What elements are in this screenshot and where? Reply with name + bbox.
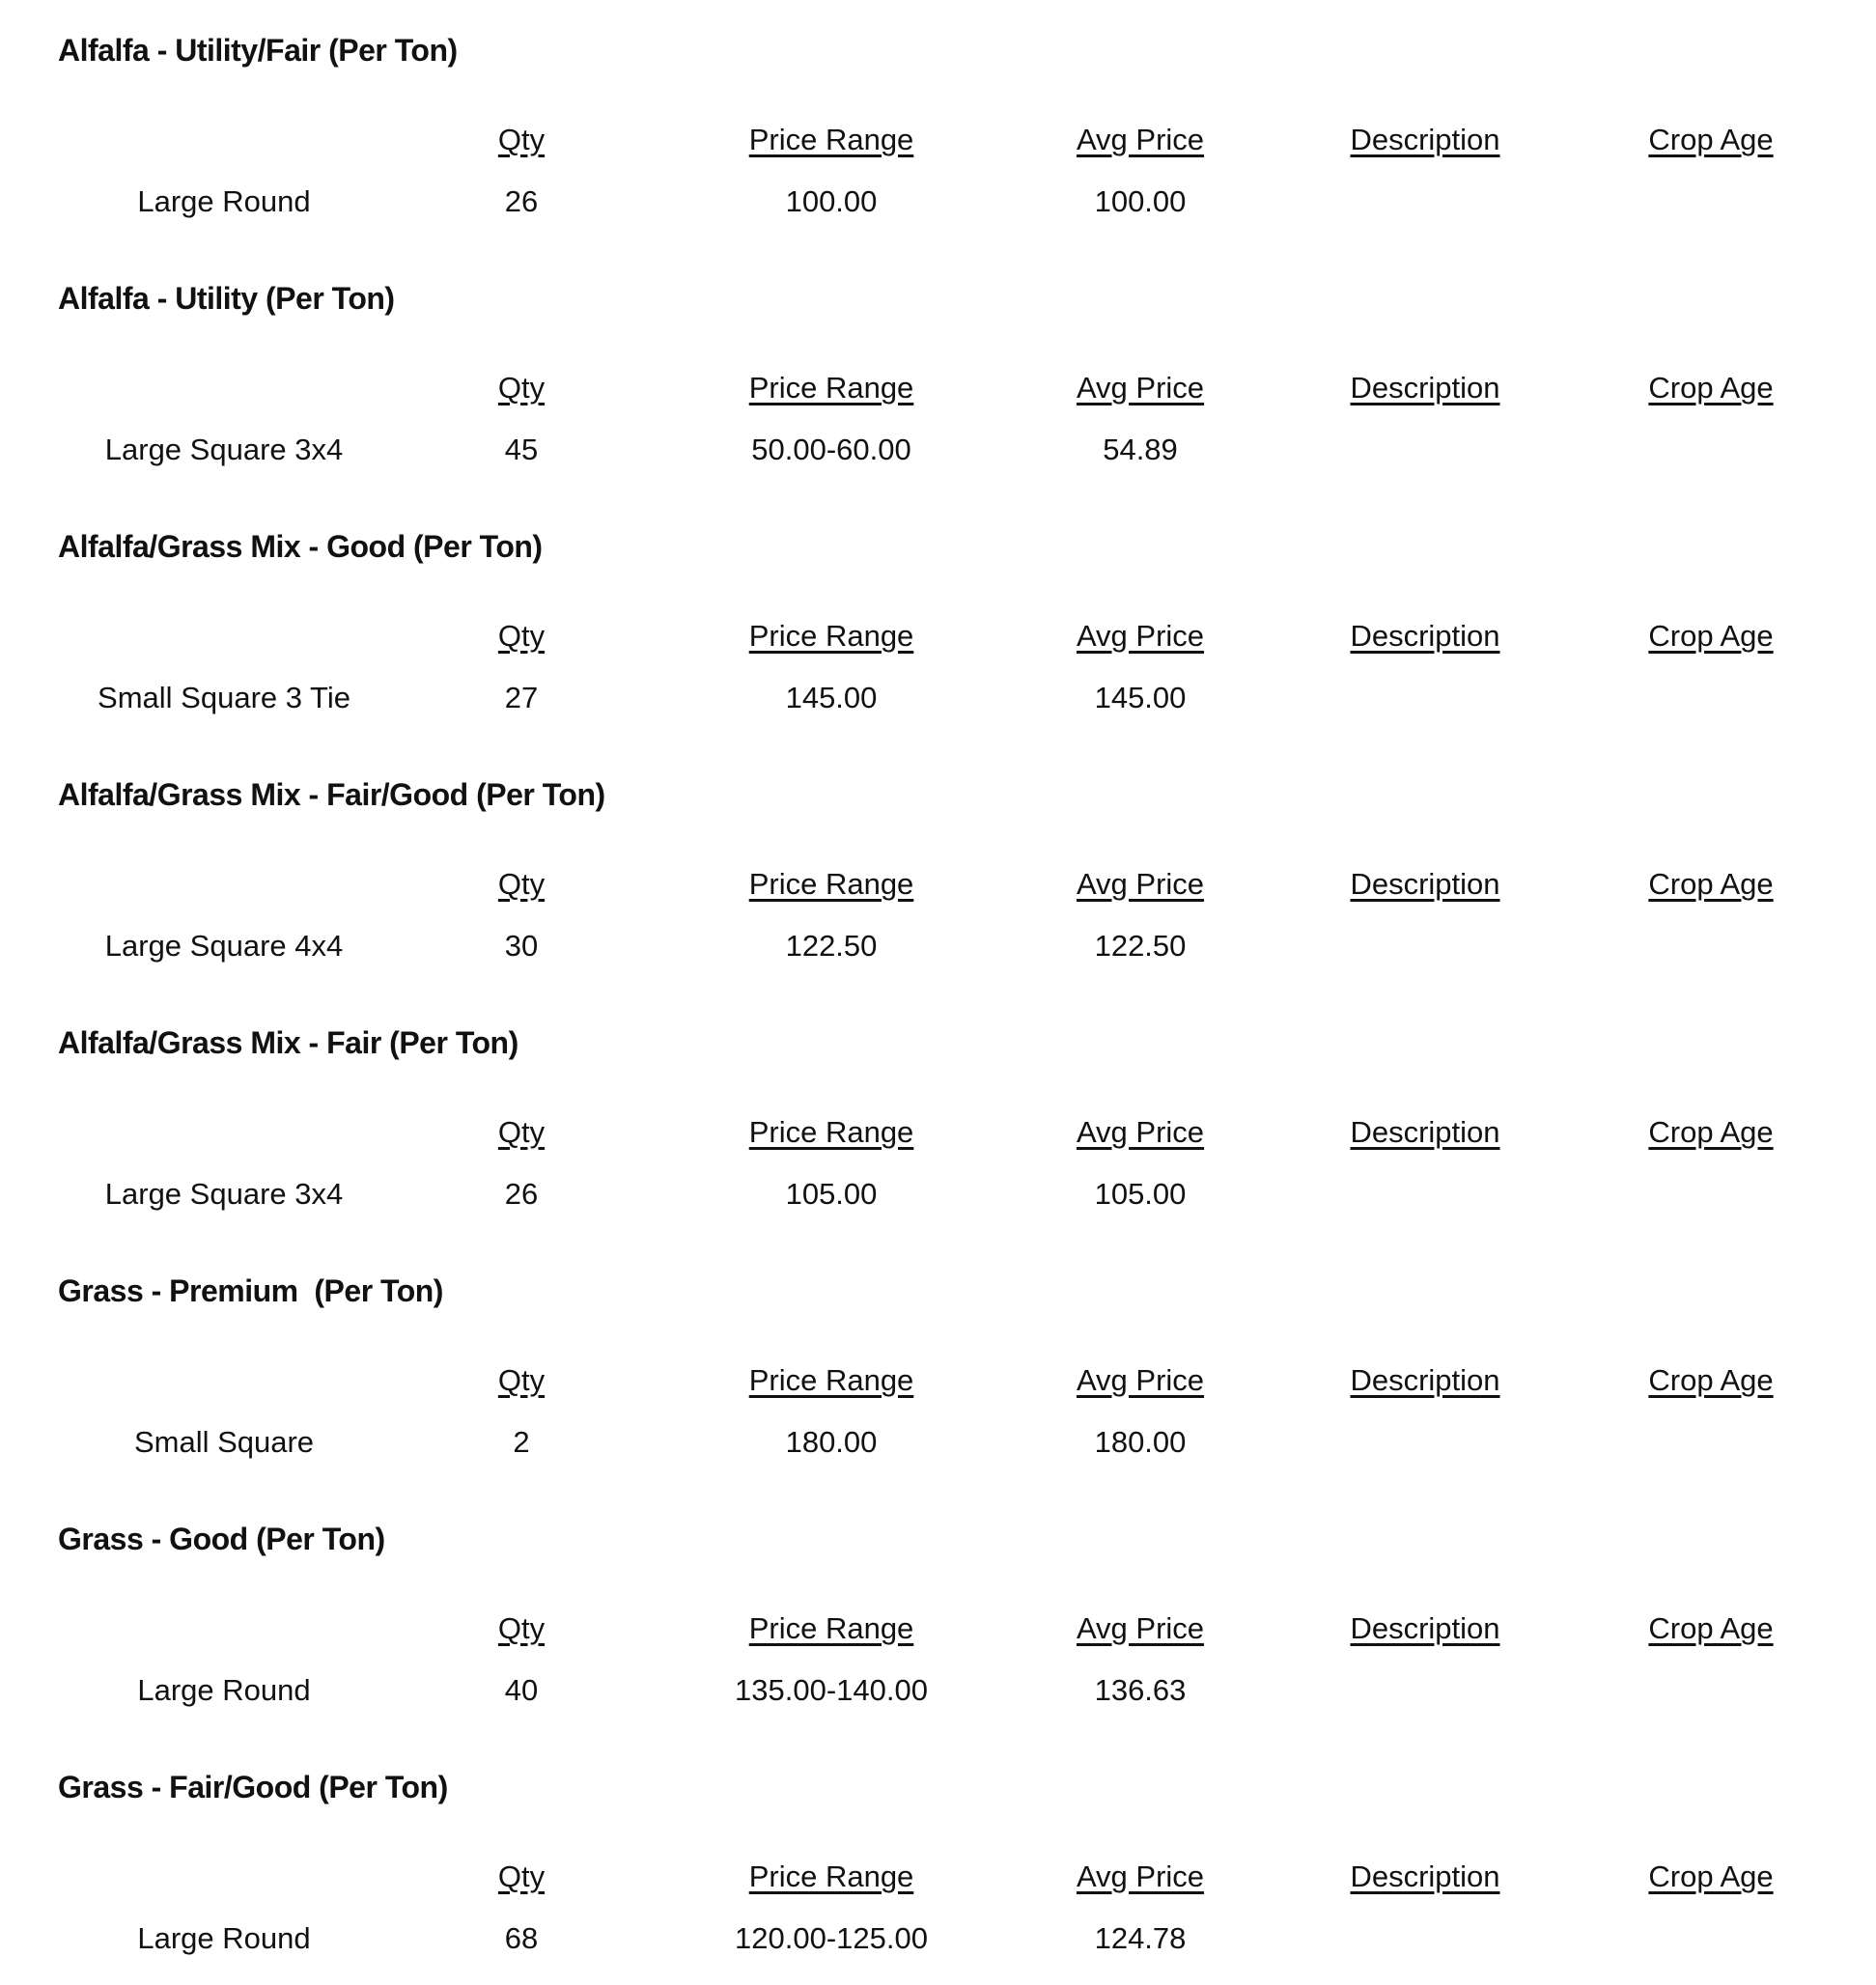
row-qty: 40: [504, 1673, 539, 1707]
header-crop-age: Crop Age: [1648, 1363, 1774, 1397]
header-description: Description: [1350, 371, 1500, 405]
row-avg-price: 122.50: [1094, 929, 1187, 963]
row-qty: 45: [504, 433, 539, 466]
row-qty: 68: [504, 1921, 539, 1955]
section-title: Grass - Fair/Good (Per Ton): [58, 1770, 448, 1804]
row-price-range: 180.00: [785, 1425, 878, 1459]
row-qty: 26: [504, 1177, 539, 1211]
row-qty: 26: [504, 184, 539, 218]
row-price-range: 100.00: [785, 184, 878, 218]
header-description: Description: [1350, 123, 1500, 156]
row-avg-price: 124.78: [1094, 1921, 1187, 1955]
header-price-range: Price Range: [748, 371, 914, 405]
section-title: Alfalfa/Grass Mix - Fair/Good (Per Ton): [58, 777, 605, 812]
row-type: Large Square 4x4: [104, 929, 344, 963]
row-type: Large Square 3x4: [104, 433, 344, 466]
header-price-range: Price Range: [748, 1859, 914, 1893]
row-price-range: 50.00-60.00: [751, 433, 911, 466]
header-price-range: Price Range: [748, 123, 914, 156]
row-price-range: 105.00: [785, 1177, 878, 1211]
row-qty: 27: [504, 681, 539, 714]
row-type: Small Square 3 Tie: [98, 681, 350, 714]
header-price-range: Price Range: [748, 1115, 914, 1149]
header-crop-age: Crop Age: [1648, 123, 1774, 156]
row-avg-price: 105.00: [1094, 1177, 1187, 1211]
row-price-range: 120.00-125.00: [735, 1921, 928, 1955]
header-description: Description: [1350, 1611, 1500, 1645]
header-price-range: Price Range: [748, 619, 914, 653]
section-alfalfa-utility-fair: [0, 0, 1876, 248]
row-avg-price: 54.89: [1103, 433, 1178, 466]
header-qty: Qty: [497, 1115, 546, 1149]
header-description: Description: [1350, 619, 1500, 653]
row-avg-price: 145.00: [1094, 681, 1187, 714]
header-avg-price: Avg Price: [1076, 619, 1205, 653]
section-title: Alfalfa - Utility/Fair (Per Ton): [58, 33, 458, 68]
header-avg-price: Avg Price: [1076, 371, 1205, 405]
header-description: Description: [1350, 1859, 1500, 1893]
row-price-range: 145.00: [785, 681, 878, 714]
header-qty: Qty: [497, 619, 546, 653]
section-grass-fair-good: [0, 1737, 1876, 1985]
header-crop-age: Crop Age: [1648, 371, 1774, 405]
row-type: Large Round: [137, 184, 311, 218]
section-title: Grass - Premium (Per Ton): [58, 1273, 443, 1308]
header-avg-price: Avg Price: [1076, 1859, 1205, 1893]
row-type: Large Square 3x4: [104, 1177, 344, 1211]
header-avg-price: Avg Price: [1076, 123, 1205, 156]
row-qty: 2: [513, 1425, 530, 1459]
row-type: Small Square: [133, 1425, 315, 1459]
section-grass-good: [0, 1489, 1876, 1737]
row-avg-price: 100.00: [1094, 184, 1187, 218]
header-price-range: Price Range: [748, 867, 914, 901]
header-qty: Qty: [497, 1363, 546, 1397]
section-title: Alfalfa/Grass Mix - Good (Per Ton): [58, 529, 543, 564]
header-crop-age: Crop Age: [1648, 619, 1774, 653]
header-qty: Qty: [497, 867, 546, 901]
section-alfalfa-grass-mix-fair-good: [0, 744, 1876, 992]
row-price-range: 135.00-140.00: [735, 1673, 928, 1707]
header-avg-price: Avg Price: [1076, 1611, 1205, 1645]
header-avg-price: Avg Price: [1076, 1115, 1205, 1149]
header-crop-age: Crop Age: [1648, 1115, 1774, 1149]
header-crop-age: Crop Age: [1648, 867, 1774, 901]
section-alfalfa-grass-mix-good: [0, 496, 1876, 744]
row-avg-price: 180.00: [1094, 1425, 1187, 1459]
header-qty: Qty: [497, 371, 546, 405]
row-type: Large Round: [137, 1673, 311, 1707]
row-type: Large Round: [137, 1921, 311, 1955]
header-avg-price: Avg Price: [1076, 867, 1205, 901]
section-grass-premium: [0, 1241, 1876, 1489]
header-description: Description: [1350, 1363, 1500, 1397]
header-crop-age: Crop Age: [1648, 1611, 1774, 1645]
section-title: Grass - Good (Per Ton): [58, 1522, 385, 1556]
section-alfalfa-utility: [0, 248, 1876, 496]
row-avg-price: 136.63: [1094, 1673, 1187, 1707]
row-price-range: 122.50: [785, 929, 878, 963]
section-title: Alfalfa/Grass Mix - Fair (Per Ton): [58, 1025, 518, 1060]
header-avg-price: Avg Price: [1076, 1363, 1205, 1397]
row-qty: 30: [504, 929, 539, 963]
header-price-range: Price Range: [748, 1363, 914, 1397]
header-crop-age: Crop Age: [1648, 1859, 1774, 1893]
header-qty: Qty: [497, 1611, 546, 1645]
section-title: Alfalfa - Utility (Per Ton): [58, 281, 395, 316]
header-description: Description: [1350, 867, 1500, 901]
header-price-range: Price Range: [748, 1611, 914, 1645]
section-alfalfa-grass-mix-fair: [0, 992, 1876, 1241]
header-qty: Qty: [497, 123, 546, 156]
header-qty: Qty: [497, 1859, 546, 1893]
header-description: Description: [1350, 1115, 1500, 1149]
